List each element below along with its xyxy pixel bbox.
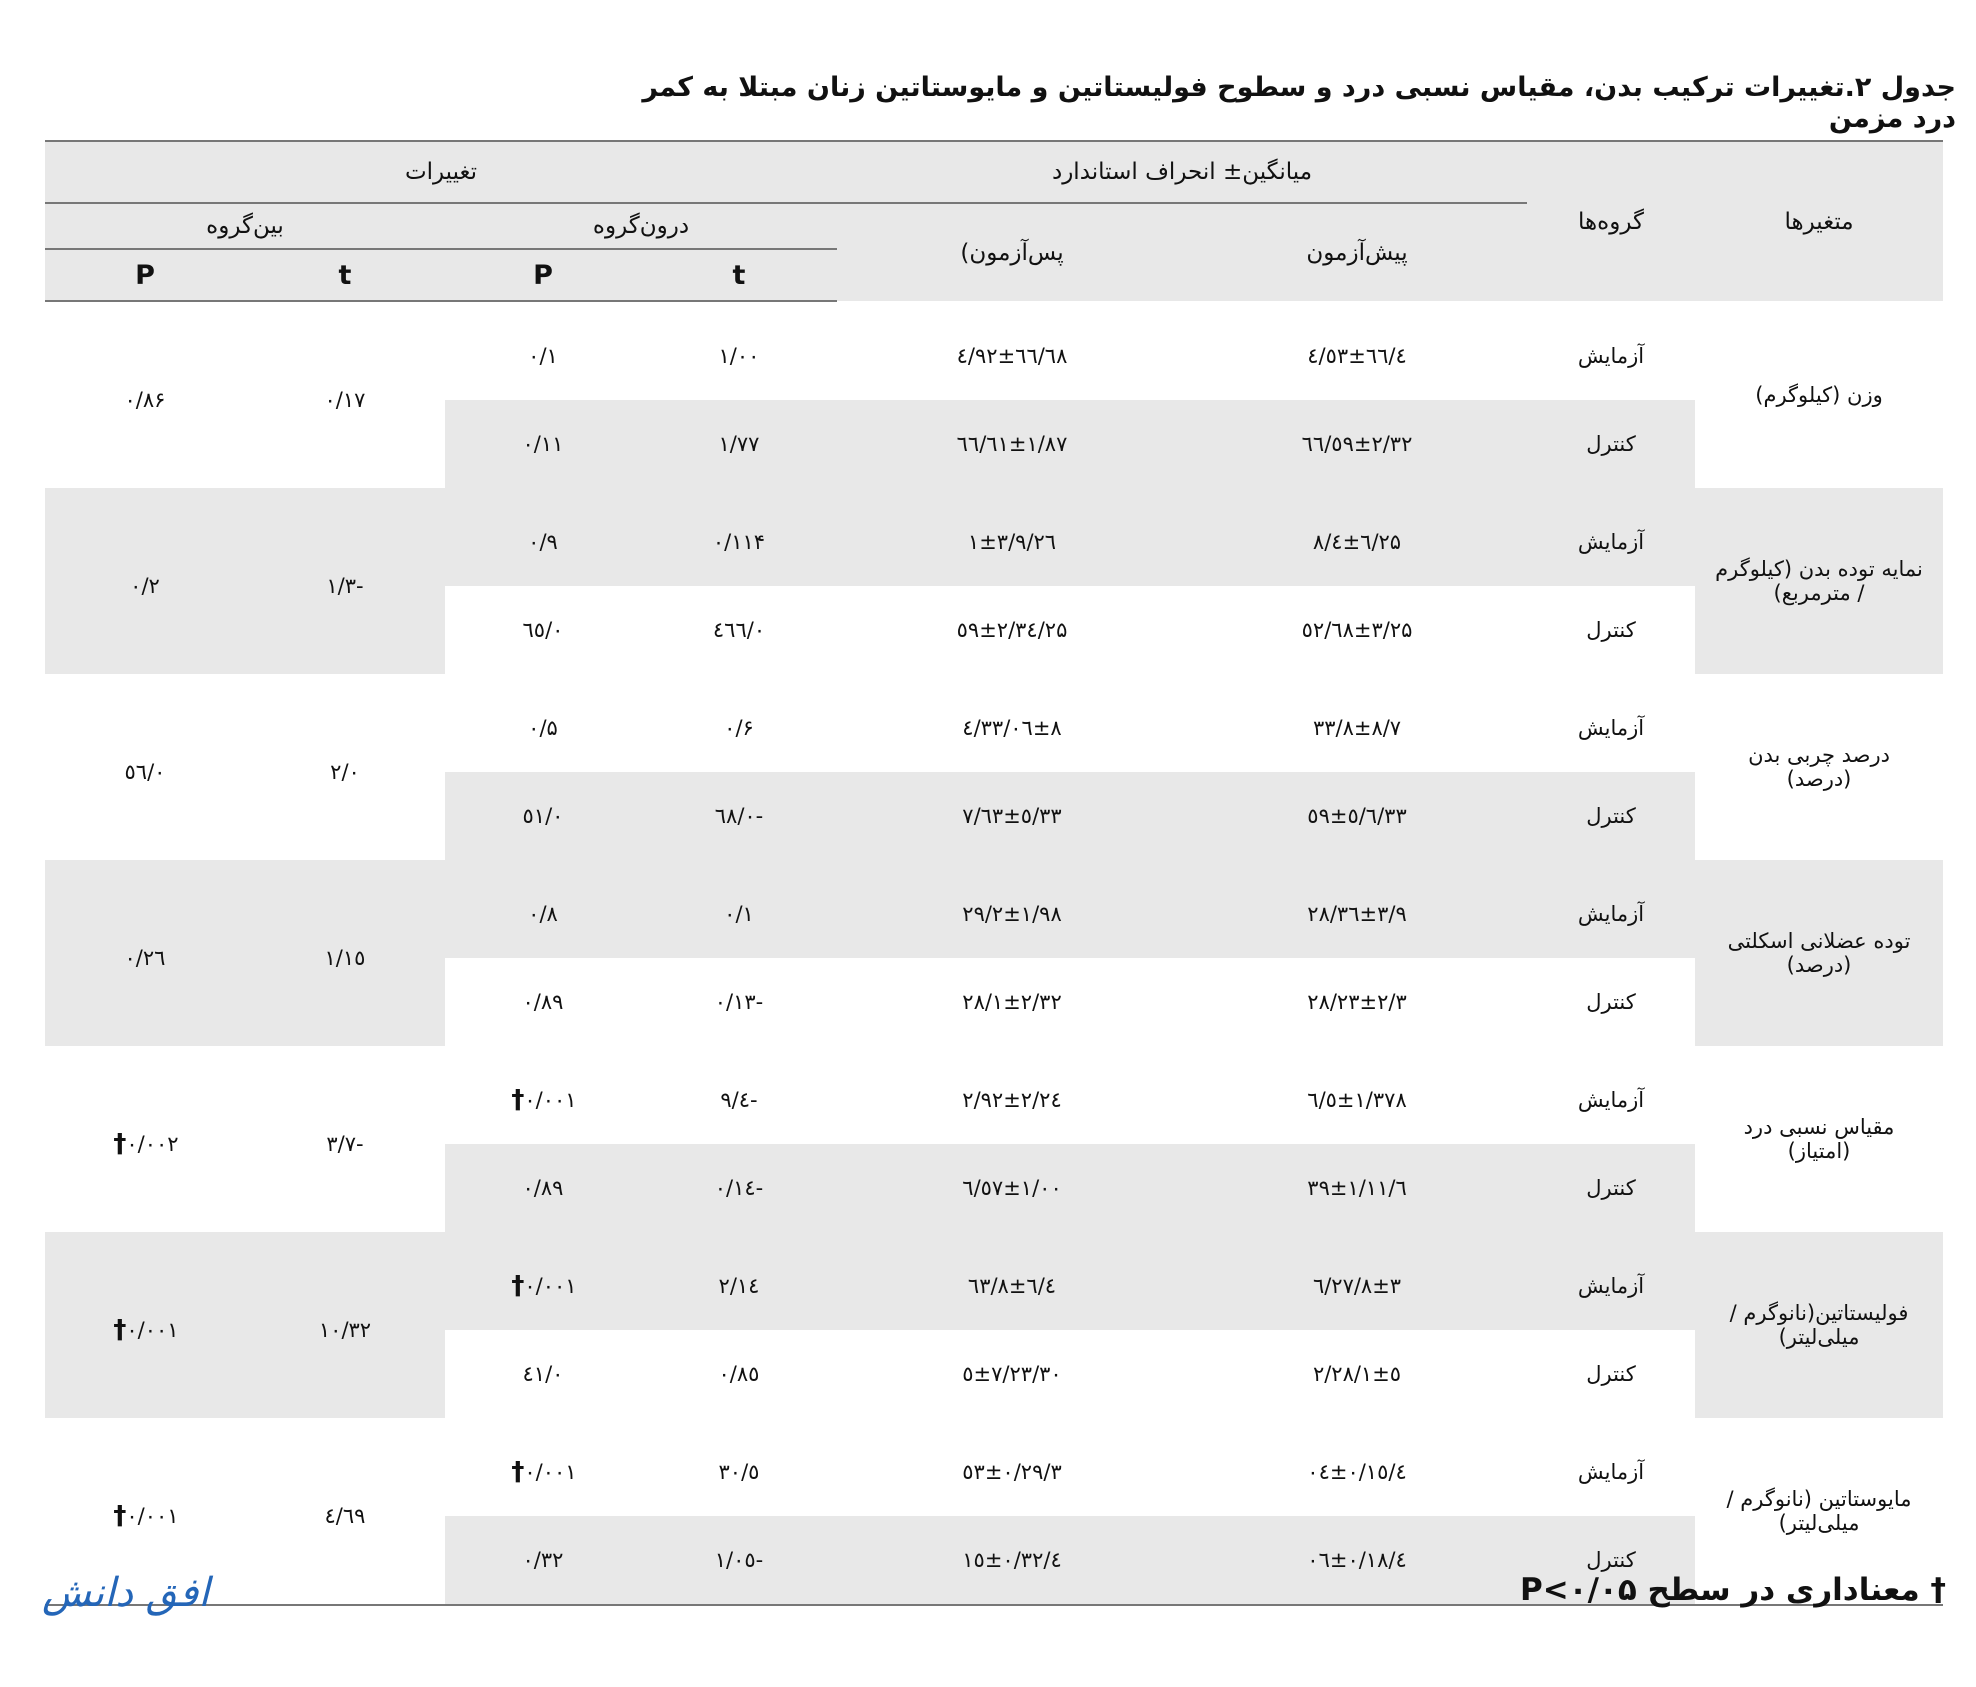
within-t-cell-value: ۰/۱۱۴ <box>712 530 766 554</box>
group-cell-value: آزمایش <box>1577 902 1645 926</box>
within-t-cell-value: ۱٤/۲ <box>718 1274 760 1298</box>
variable-cell <box>1695 674 1943 860</box>
group-cell-value: آزمایش <box>1577 1088 1645 1112</box>
posttest-cell <box>837 301 1187 400</box>
variable-cell-value: توده عضلانی اسکلتی (درصد) <box>1727 929 1911 977</box>
between-p-cell-value: ۰/۸۶ <box>124 388 166 412</box>
group-cell <box>1527 958 1695 1046</box>
within-p-cell-value: ۰/۵ <box>528 716 558 740</box>
variable-cell-value: مقیاس نسبی درد (امتیاز) <box>1743 1115 1895 1163</box>
within-t-cell <box>641 1232 837 1330</box>
within-p-cell-value: ۰/۱۱ <box>522 432 564 456</box>
table-row <box>45 860 1943 958</box>
group-cell-value: کنترل <box>1586 1176 1636 1200</box>
within-p-cell <box>445 1046 641 1144</box>
within-p-cell <box>445 860 641 958</box>
between-p-cell-value: ۰/۰۰۲ <box>126 1132 179 1156</box>
pretest-cell-value: ٦٦/٥٩±۲/۳۲ <box>1301 432 1413 456</box>
header-between-p: P <box>45 249 245 301</box>
between-p-cell <box>45 674 245 860</box>
within-p-cell <box>445 1232 641 1330</box>
significance-dagger: † <box>113 1315 127 1345</box>
between-p-cell-value: ۰/۰۰۱ <box>126 1318 179 1342</box>
within-t-cell-value: ۱/۰۰ <box>718 344 760 368</box>
pretest-cell <box>1187 301 1527 400</box>
pretest-cell-value: ۲۵/٦±٤/۸ <box>1312 530 1402 554</box>
posttest-cell-value: ۲۵/٥۹±۲/۳٤ <box>956 618 1068 642</box>
posttest-cell <box>837 958 1187 1046</box>
posttest-cell-value: ٦٦/٦۱±۱/۸۷ <box>956 432 1068 456</box>
within-t-cell <box>641 674 837 772</box>
variable-cell <box>1695 301 1943 488</box>
posttest-cell <box>837 1516 1187 1605</box>
within-t-cell <box>641 586 837 674</box>
pretest-cell <box>1187 1232 1527 1330</box>
within-p-cell-value: ۰/۰۰۱ <box>524 1460 577 1484</box>
header-between-t: t <box>245 249 445 301</box>
between-p-cell-value: ۰/۲٦ <box>124 946 166 970</box>
variable-cell <box>1695 488 1943 674</box>
group-cell-value: آزمایش <box>1577 530 1645 554</box>
between-p-cell-value: ۰/۲ <box>130 574 160 598</box>
variable-cell-value: درصد چربی بدن (درصد) <box>1748 743 1890 791</box>
significance-dagger: † <box>511 1271 525 1301</box>
group-cell-value: کنترل <box>1586 618 1636 642</box>
posttest-cell <box>837 488 1187 586</box>
header-pretest: پیش‌آزمون <box>1187 203 1527 301</box>
posttest-cell-value: ۲۹/۲±۱/۹۸ <box>962 902 1062 926</box>
posttest-cell <box>837 1046 1187 1144</box>
table-caption: جدول ۲.تغییرات ترکیب بدن، مقیاس نسبی درد و سطوح فولیستاتین و مایوستاتین زنان مبتلا به کمر درد مزمن <box>642 72 1956 134</box>
within-p-cell <box>445 1144 641 1232</box>
within-p-cell-value: ۰/۱ <box>528 344 558 368</box>
group-cell <box>1527 301 1695 400</box>
within-p-cell <box>445 958 641 1046</box>
pretest-cell <box>1187 1330 1527 1418</box>
header-within-group: درون‌گروه <box>445 203 837 249</box>
between-t-cell <box>245 1418 445 1605</box>
group-cell-value: کنترل <box>1586 1362 1636 1386</box>
group-cell <box>1527 772 1695 860</box>
table-row <box>45 674 1943 772</box>
between-t-cell-value: ۲/۰ <box>330 760 360 784</box>
posttest-cell-value: ۳۰/٥±۷/۲۳ <box>962 1362 1062 1386</box>
pretest-cell <box>1187 1144 1527 1232</box>
significance-dagger: † <box>113 1501 127 1531</box>
group-cell <box>1527 674 1695 772</box>
within-t-cell-value: -٤/۹ <box>720 1088 758 1112</box>
results-table <box>45 140 1943 1606</box>
within-t-cell <box>641 860 837 958</box>
pretest-cell <box>1187 400 1527 488</box>
posttest-cell <box>837 674 1187 772</box>
within-t-cell-value: ٥/۳۰ <box>718 1460 760 1484</box>
posttest-cell <box>837 1144 1187 1232</box>
group-cell-value: آزمایش <box>1577 343 1645 368</box>
pretest-cell-value: ۳۳/۸±۸/۷ <box>1312 716 1402 740</box>
variable-cell-value: نمایه توده بدن (کیلوگرم / مترمربع) <box>1715 557 1923 605</box>
pretest-cell-value: ۲۷/۸±۳/٦ <box>1312 1274 1402 1298</box>
within-t-cell-value: ۰/٤٦٦ <box>712 618 766 642</box>
posttest-cell-value: ٦/٥۷±۱/۰۰ <box>962 1176 1062 1200</box>
between-t-cell <box>245 860 445 1046</box>
pretest-cell <box>1187 586 1527 674</box>
pretest-cell-value: ٦/۳۹±۱/۱۱ <box>1307 1176 1407 1200</box>
within-p-cell-value: ۰/۰۰۱ <box>524 1088 577 1112</box>
within-t-cell <box>641 488 837 586</box>
posttest-cell <box>837 860 1187 958</box>
posttest-cell-value: ۲٦/۱±۳/۹ <box>967 530 1057 554</box>
group-cell <box>1527 488 1695 586</box>
pretest-cell-value: ۲۸/۱±٥/۲ <box>1312 1362 1402 1386</box>
posttest-cell-value: ٦٦/٦٨±٤/٩٢ <box>956 343 1068 368</box>
pretest-cell <box>1187 958 1527 1046</box>
between-p-cell-value: ۰/۰۰۱ <box>126 1504 179 1528</box>
within-p-cell <box>445 1330 641 1418</box>
pretest-cell <box>1187 772 1527 860</box>
within-p-cell <box>445 1418 641 1516</box>
posttest-cell-value: ۳۳/٦۳±٥/۷ <box>962 804 1062 828</box>
within-p-cell <box>445 488 641 586</box>
header-mean-sd: میانگین± انحراف استاندارد <box>837 141 1527 203</box>
header-posttest: پس‌آزمون) <box>837 203 1187 301</box>
posttest-cell-value: ۳۳/۰٦±۸/٤ <box>962 716 1062 740</box>
pretest-cell-value: ۲۵/٦۸±۳/٥۲ <box>1301 618 1413 642</box>
variable-cell-value: وزن (کیلوگرم) <box>1755 382 1883 407</box>
pretest-cell-value: ٦/٥±۱/۳۷۸ <box>1307 1088 1407 1112</box>
group-cell <box>1527 860 1695 958</box>
pretest-cell-value: ٤/۰٦±۰/۱۸ <box>1307 1548 1407 1572</box>
pretest-cell-value: ٤/۰٤±۰/۱٥ <box>1307 1460 1407 1484</box>
table-row <box>45 488 1943 586</box>
within-p-cell-value: ۰/۸۹ <box>522 1176 564 1200</box>
group-cell <box>1527 1418 1695 1516</box>
within-t-cell-value: -۱/۰٥ <box>714 1548 764 1572</box>
group-cell <box>1527 1046 1695 1144</box>
within-t-cell <box>641 1330 837 1418</box>
pretest-cell <box>1187 1516 1527 1605</box>
pretest-cell-value: ٦٦/٤±٤/٥٣ <box>1307 343 1407 368</box>
within-t-cell-value: -۰/٦۸ <box>714 804 764 828</box>
within-p-cell <box>445 1516 641 1605</box>
table-row <box>45 1418 1943 1516</box>
within-t-cell <box>641 301 837 400</box>
group-cell-value: کنترل <box>1586 432 1636 456</box>
between-p-cell <box>45 1232 245 1418</box>
pretest-cell <box>1187 1046 1527 1144</box>
between-p-cell <box>45 860 245 1046</box>
table-body <box>45 301 1943 1605</box>
between-t-cell-value: ۰/۱۷ <box>324 388 366 412</box>
pretest-cell-value: ۳۳/٥۹±٥/٦ <box>1307 804 1407 828</box>
group-cell-value: کنترل <box>1586 804 1636 828</box>
within-p-cell-value: ۰/۸۹ <box>522 990 564 1014</box>
table-row <box>45 1046 1943 1144</box>
within-p-cell <box>445 772 641 860</box>
between-t-cell <box>245 674 445 860</box>
within-p-cell-value: ۰/۳۲ <box>522 1548 564 1572</box>
within-t-cell <box>641 1516 837 1605</box>
within-p-cell <box>445 586 641 674</box>
within-p-cell <box>445 400 641 488</box>
variable-cell-value: فولیستاتین(نانوگرم /میلی‌لیتر) <box>1729 1301 1909 1349</box>
within-p-cell-value: ۰/۰۰۱ <box>524 1274 577 1298</box>
within-t-cell <box>641 1046 837 1144</box>
table-row <box>45 301 1943 400</box>
within-p-cell <box>445 301 641 400</box>
between-t-cell <box>245 488 445 674</box>
posttest-cell-value: ۲/۹۲±۲/۲٤ <box>962 1088 1062 1112</box>
between-t-cell-value: ۱/۱٥ <box>324 946 366 970</box>
within-p-cell-value: ۰/۹ <box>528 530 558 554</box>
posttest-cell <box>837 586 1187 674</box>
group-cell-value: آزمایش <box>1577 716 1645 740</box>
between-t-cell <box>245 1046 445 1232</box>
header-within-p: P <box>445 249 641 301</box>
between-t-cell-value: ۱۰/۳۲ <box>318 1318 372 1342</box>
pretest-cell <box>1187 488 1527 586</box>
group-cell <box>1527 1144 1695 1232</box>
within-t-cell-value: ۱/۷۷ <box>718 432 760 456</box>
posttest-cell <box>837 400 1187 488</box>
header-groups: گروه‌ها <box>1527 141 1695 301</box>
variable-cell <box>1695 860 1943 1046</box>
between-t-cell-value: -۳/۷ <box>326 1132 364 1156</box>
within-t-cell <box>641 1418 837 1516</box>
within-t-cell-value: ۰/۱ <box>724 902 754 926</box>
group-cell-value: کنترل <box>1586 1548 1636 1572</box>
within-t-cell <box>641 400 837 488</box>
within-t-cell-value: -۰/۱٤ <box>714 1176 764 1200</box>
between-p-cell <box>45 1046 245 1232</box>
variable-cell-value: مایوستاتین (نانوگرم /میلی‌لیتر) <box>1726 1487 1912 1535</box>
within-p-cell-value: ۰/٦٥ <box>522 618 564 642</box>
between-p-cell <box>45 301 245 488</box>
group-cell-value: آزمایش <box>1577 1274 1645 1298</box>
within-t-cell <box>641 958 837 1046</box>
within-t-cell-value: ۰/۸٥ <box>718 1362 760 1386</box>
within-t-cell <box>641 772 837 860</box>
group-cell-value: آزمایش <box>1577 1460 1645 1484</box>
within-p-cell-value: ۰/٥۱ <box>522 804 564 828</box>
header-variables: متغیرها <box>1695 141 1943 301</box>
header-between-group: بین‌گروه <box>45 203 445 249</box>
between-t-cell-value: ٤/٦۹ <box>324 1504 366 1528</box>
significance-dagger: † <box>113 1129 127 1159</box>
variable-cell <box>1695 1232 1943 1418</box>
posttest-cell-value: ٤/۱٥±۰/۳۲ <box>962 1548 1062 1572</box>
group-cell-value: کنترل <box>1586 990 1636 1014</box>
significance-dagger: † <box>511 1457 525 1487</box>
posttest-cell <box>837 1232 1187 1330</box>
header-within-t: t <box>641 249 837 301</box>
posttest-cell <box>837 772 1187 860</box>
within-t-cell <box>641 1144 837 1232</box>
within-t-cell-value: -۰/۱۳ <box>714 990 764 1014</box>
within-p-cell-value: ۰/۸ <box>528 902 558 926</box>
pretest-cell <box>1187 860 1527 958</box>
between-p-cell-value: ۰/٥٦ <box>124 760 166 784</box>
pretest-cell <box>1187 1418 1527 1516</box>
significance-dagger: † <box>511 1085 525 1115</box>
pretest-cell-value: ۲۸/۳٦±۳/۹ <box>1307 902 1407 926</box>
pretest-cell-value: ۲۸/۲۳±۲/۳ <box>1307 990 1407 1014</box>
header-changes: تغییرات <box>45 141 837 203</box>
posttest-cell <box>837 1330 1187 1418</box>
between-t-cell-value: -۱/۳ <box>326 574 364 598</box>
footnote: † معناداری در سطح P<۰/۰۵ <box>1519 1572 1946 1608</box>
between-t-cell <box>245 1232 445 1418</box>
posttest-cell <box>837 1418 1187 1516</box>
group-cell <box>1527 1330 1695 1418</box>
within-p-cell-value: ۰/٤۱ <box>522 1362 564 1386</box>
publisher-logo: افق دانش <box>42 1570 210 1616</box>
pretest-cell <box>1187 674 1527 772</box>
between-p-cell <box>45 488 245 674</box>
within-t-cell-value: ۰/۶ <box>724 716 754 740</box>
between-t-cell <box>245 301 445 488</box>
posttest-cell-value: ٦۳/۸±٦/٤ <box>967 1274 1057 1298</box>
posttest-cell-value: ۲۸/۱±۲/۳۲ <box>962 990 1062 1014</box>
group-cell <box>1527 400 1695 488</box>
table-row <box>45 1232 1943 1330</box>
variable-cell <box>1695 1046 1943 1232</box>
posttest-cell-value: ۳/٥۳±۰/۲۹ <box>962 1460 1062 1484</box>
group-cell <box>1527 1232 1695 1330</box>
group-cell <box>1527 586 1695 674</box>
within-p-cell <box>445 674 641 772</box>
